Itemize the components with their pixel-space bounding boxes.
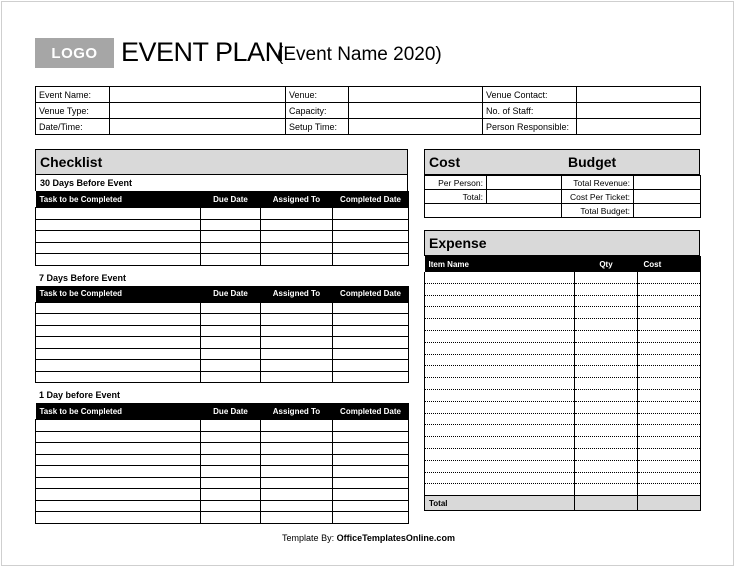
checklist-title: Checklist <box>35 149 408 175</box>
checklist-cell[interactable] <box>261 466 333 478</box>
checklist-cell[interactable] <box>261 242 333 254</box>
checklist-cell[interactable] <box>261 477 333 489</box>
checklist-row <box>36 254 409 266</box>
expense-cell[interactable] <box>425 437 575 449</box>
expense-row <box>425 425 701 437</box>
cost-value-field[interactable] <box>634 176 701 190</box>
expense-cell[interactable] <box>575 283 638 295</box>
checklist-cell[interactable] <box>201 431 261 443</box>
expense-col-qty: Qty <box>575 256 638 272</box>
checklist-cell[interactable] <box>333 219 409 231</box>
checklist-cell[interactable] <box>261 371 333 383</box>
event-name-subtitle: (Event Name 2020) <box>277 44 442 65</box>
footer-site-link[interactable]: OfficeTemplatesOnline.com <box>336 533 455 543</box>
checklist-row <box>36 314 409 326</box>
budget-title: Budget <box>568 154 617 170</box>
checklist-cell[interactable] <box>261 431 333 443</box>
checklist-cell[interactable] <box>201 348 261 360</box>
checklist-column-header: Task to be Completed <box>36 403 201 420</box>
expense-cell[interactable] <box>425 272 575 283</box>
expense-cell[interactable] <box>425 425 575 437</box>
cost-label: Cost Per Ticket: <box>562 190 634 204</box>
expense-cell[interactable] <box>425 401 575 413</box>
info-label: No. of Staff: <box>483 103 577 119</box>
checklist-cell[interactable] <box>201 443 261 455</box>
checklist-cell[interactable] <box>261 512 333 524</box>
cost-row <box>425 190 701 204</box>
checklist-row <box>36 371 409 383</box>
checklist-cell[interactable] <box>333 314 409 326</box>
expense-cell[interactable] <box>425 319 575 331</box>
expense-row <box>425 378 701 390</box>
logo-placeholder: LOGO <box>35 38 114 68</box>
checklist-cell[interactable] <box>333 371 409 383</box>
info-value-field[interactable] <box>577 103 701 119</box>
expense-cell[interactable] <box>575 413 638 425</box>
checklist-cell[interactable] <box>333 420 409 432</box>
checklist-row <box>36 477 409 489</box>
expense-panel <box>424 230 700 511</box>
expense-row <box>425 307 701 319</box>
expense-cell[interactable] <box>575 401 638 413</box>
checklist-column-header: Due Date <box>201 191 261 208</box>
checklist-row <box>36 360 409 372</box>
checklist-cell[interactable] <box>201 325 261 337</box>
checklist-column-header: Task to be Completed <box>36 286 201 303</box>
expense-row <box>425 389 701 401</box>
checklist-cell[interactable] <box>36 360 201 372</box>
checklist-cell[interactable] <box>36 371 201 383</box>
checklist-row <box>36 466 409 478</box>
expense-cell[interactable] <box>425 366 575 378</box>
checklist-cell[interactable] <box>333 348 409 360</box>
expense-row <box>425 319 701 331</box>
checklist-cell[interactable] <box>201 360 261 372</box>
checklist-cell[interactable] <box>36 489 201 501</box>
info-label: Person Responsible: <box>483 119 577 135</box>
checklist-cell[interactable] <box>36 242 201 254</box>
expense-cell[interactable] <box>638 319 701 331</box>
info-value-field[interactable] <box>349 87 483 103</box>
checklist-cell[interactable] <box>333 489 409 501</box>
cost-value-field[interactable] <box>634 190 701 204</box>
checklist-section-label: 30 Days Before Event <box>35 175 408 191</box>
info-row <box>36 103 701 119</box>
checklist-cell[interactable] <box>261 231 333 243</box>
checklist-cell[interactable] <box>261 443 333 455</box>
checklist-cell[interactable] <box>201 371 261 383</box>
checklist-column-header: Due Date <box>201 286 261 303</box>
expense-cell[interactable] <box>638 389 701 401</box>
checklist-cell[interactable] <box>201 512 261 524</box>
checklist-cell[interactable] <box>36 208 201 220</box>
checklist-table <box>35 191 409 266</box>
info-label: Date/Time: <box>36 119 110 135</box>
expense-cell[interactable] <box>575 389 638 401</box>
checklist-panel <box>35 149 408 524</box>
checklist-section-label: 1 Day before Event <box>39 390 121 400</box>
expense-cell[interactable] <box>575 484 638 496</box>
checklist-cell[interactable] <box>201 489 261 501</box>
checklist-column-header: Completed Date <box>333 286 409 303</box>
checklist-cell[interactable] <box>261 302 333 314</box>
checklist-cell[interactable] <box>36 231 201 243</box>
checklist-cell[interactable] <box>201 454 261 466</box>
expense-table <box>424 256 701 511</box>
expense-row <box>425 401 701 413</box>
checklist-cell[interactable] <box>261 219 333 231</box>
checklist-cell[interactable] <box>333 466 409 478</box>
expense-cell[interactable] <box>638 295 701 307</box>
expense-row <box>425 354 701 366</box>
cost-value-field[interactable] <box>634 204 701 218</box>
info-label: Capacity: <box>286 103 349 119</box>
info-value-field[interactable] <box>110 103 286 119</box>
checklist-cell[interactable] <box>333 512 409 524</box>
expense-cell[interactable] <box>575 460 638 472</box>
checklist-cell[interactable] <box>36 477 201 489</box>
expense-row <box>425 342 701 354</box>
checklist-cell[interactable] <box>261 420 333 432</box>
expense-row <box>425 283 701 295</box>
checklist-cell[interactable] <box>333 325 409 337</box>
expense-cell[interactable] <box>575 378 638 390</box>
expense-row <box>425 437 701 449</box>
checklist-row <box>36 443 409 455</box>
cost-label <box>425 204 562 218</box>
checklist-column-header: Assigned To <box>261 191 333 208</box>
cost-value-field[interactable] <box>487 190 562 204</box>
checklist-cell[interactable] <box>261 489 333 501</box>
checklist-row <box>36 208 409 220</box>
checklist-table <box>35 286 409 384</box>
expense-col-cost: Cost <box>638 256 701 272</box>
checklist-cell[interactable] <box>261 254 333 266</box>
expense-cell[interactable] <box>425 460 575 472</box>
checklist-cell[interactable] <box>36 500 201 512</box>
expense-cell[interactable] <box>638 283 701 295</box>
expense-cell[interactable] <box>575 448 638 460</box>
expense-total-cell[interactable] <box>638 496 701 511</box>
checklist-row <box>36 219 409 231</box>
info-label: Venue Type: <box>36 103 110 119</box>
checklist-cell[interactable] <box>201 477 261 489</box>
expense-cell[interactable] <box>425 330 575 342</box>
expense-cell[interactable] <box>638 448 701 460</box>
expense-cell[interactable] <box>425 378 575 390</box>
checklist-row <box>36 431 409 443</box>
expense-cell[interactable] <box>638 272 701 283</box>
footer-prefix: Template By: <box>282 533 337 543</box>
info-label: Event Name: <box>36 87 110 103</box>
expense-cell[interactable] <box>638 354 701 366</box>
expense-cell[interactable] <box>575 425 638 437</box>
checklist-column-header: Assigned To <box>261 286 333 303</box>
checklist-column-header: Assigned To <box>261 403 333 420</box>
checklist-cell[interactable] <box>201 254 261 266</box>
footer-credit <box>0 533 737 543</box>
checklist-cell[interactable] <box>333 208 409 220</box>
cost-panel <box>424 149 700 218</box>
checklist-cell[interactable] <box>36 466 201 478</box>
expense-cell[interactable] <box>638 472 701 484</box>
checklist-cell[interactable] <box>261 337 333 349</box>
checklist-cell[interactable] <box>333 337 409 349</box>
expense-total-label: Total <box>425 496 575 511</box>
checklist-column-header: Completed Date <box>333 403 409 420</box>
expense-cell[interactable] <box>425 307 575 319</box>
checklist-cell[interactable] <box>201 302 261 314</box>
info-row <box>36 87 701 103</box>
checklist-cell[interactable] <box>201 314 261 326</box>
expense-row <box>425 472 701 484</box>
expense-cell[interactable] <box>425 283 575 295</box>
expense-cell[interactable] <box>638 437 701 449</box>
cost-label: Total Revenue: <box>562 176 634 190</box>
checklist-cell[interactable] <box>201 231 261 243</box>
checklist-cell[interactable] <box>333 360 409 372</box>
page-title: EVENT PLAN <box>121 37 284 67</box>
checklist-section-label: 7 Days Before Event <box>39 272 127 283</box>
checklist-cell[interactable] <box>201 466 261 478</box>
checklist-cell[interactable] <box>36 325 201 337</box>
checklist-column-header: Completed Date <box>333 191 409 208</box>
checklist-cell[interactable] <box>333 500 409 512</box>
expense-cell[interactable] <box>575 437 638 449</box>
expense-cell[interactable] <box>575 342 638 354</box>
expense-cell[interactable] <box>638 425 701 437</box>
checklist-row <box>36 242 409 254</box>
expense-cell[interactable] <box>425 354 575 366</box>
expense-col-item: Item Name <box>425 256 575 272</box>
expense-row <box>425 484 701 496</box>
expense-row <box>425 330 701 342</box>
expense-cell[interactable] <box>425 472 575 484</box>
expense-row <box>425 366 701 378</box>
checklist-cell[interactable] <box>36 420 201 432</box>
expense-cell[interactable] <box>425 295 575 307</box>
expense-cell[interactable] <box>425 484 575 496</box>
expense-row <box>425 460 701 472</box>
checklist-cell[interactable] <box>36 302 201 314</box>
info-value-field[interactable] <box>110 87 286 103</box>
checklist-row <box>36 302 409 314</box>
info-value-field[interactable] <box>577 119 701 135</box>
expense-cell[interactable] <box>425 448 575 460</box>
expense-cell[interactable] <box>425 342 575 354</box>
checklist-cell[interactable] <box>261 348 333 360</box>
checklist-cell[interactable] <box>333 231 409 243</box>
expense-cell[interactable] <box>638 330 701 342</box>
checklist-cell[interactable] <box>333 431 409 443</box>
checklist-cell[interactable] <box>36 314 201 326</box>
checklist-cell[interactable] <box>201 208 261 220</box>
expense-cell[interactable] <box>575 295 638 307</box>
expense-cell[interactable] <box>638 342 701 354</box>
checklist-cell[interactable] <box>201 242 261 254</box>
checklist-cell[interactable] <box>36 512 201 524</box>
cost-budget-table <box>424 175 701 218</box>
checklist-row <box>36 420 409 432</box>
info-value-field[interactable] <box>110 119 286 135</box>
checklist-column-header: Due Date <box>201 403 261 420</box>
checklist-cell[interactable] <box>36 454 201 466</box>
checklist-cell[interactable] <box>36 337 201 349</box>
checklist-cell[interactable] <box>261 360 333 372</box>
expense-cell[interactable] <box>638 401 701 413</box>
cost-header <box>424 149 700 175</box>
expense-row <box>425 448 701 460</box>
checklist-row <box>36 454 409 466</box>
expense-cell[interactable] <box>575 366 638 378</box>
checklist-cell[interactable] <box>333 477 409 489</box>
cost-value-field[interactable] <box>487 176 562 190</box>
checklist-cell[interactable] <box>201 337 261 349</box>
checklist-cell[interactable] <box>261 500 333 512</box>
expense-row <box>425 295 701 307</box>
info-value-field[interactable] <box>577 87 701 103</box>
expense-cell[interactable] <box>575 319 638 331</box>
checklist-cell[interactable] <box>261 314 333 326</box>
expense-total-row <box>425 496 701 511</box>
checklist-row <box>36 489 409 501</box>
expense-cell[interactable] <box>638 460 701 472</box>
expense-cell[interactable] <box>638 366 701 378</box>
checklist-cell[interactable] <box>333 302 409 314</box>
checklist-cell[interactable] <box>36 254 201 266</box>
info-label: Setup Time: <box>286 119 349 135</box>
expense-cell[interactable] <box>425 413 575 425</box>
checklist-cell[interactable] <box>261 208 333 220</box>
expense-row <box>425 272 701 283</box>
checklist-cell[interactable] <box>261 454 333 466</box>
expense-row <box>425 413 701 425</box>
checklist-cell[interactable] <box>201 219 261 231</box>
expense-cell[interactable] <box>425 389 575 401</box>
info-label: Venue Contact: <box>483 87 577 103</box>
expense-title: Expense <box>424 230 700 256</box>
checklist-cell[interactable] <box>201 420 261 432</box>
expense-cell[interactable] <box>638 413 701 425</box>
info-value-field[interactable] <box>349 119 483 135</box>
expense-cell[interactable] <box>638 307 701 319</box>
checklist-row <box>36 337 409 349</box>
checklist-row <box>36 500 409 512</box>
cost-label: Per Person: <box>425 176 487 190</box>
expense-cell[interactable] <box>575 307 638 319</box>
checklist-cell[interactable] <box>201 500 261 512</box>
cost-row <box>425 176 701 190</box>
info-label: Venue: <box>286 87 349 103</box>
checklist-cell[interactable] <box>36 348 201 360</box>
expense-cell[interactable] <box>575 354 638 366</box>
cost-title: Cost <box>429 154 461 170</box>
checklist-cell[interactable] <box>333 443 409 455</box>
cost-row <box>425 204 701 218</box>
info-row <box>36 119 701 135</box>
expense-cell[interactable] <box>575 272 638 283</box>
expense-cell[interactable] <box>575 330 638 342</box>
checklist-row <box>36 231 409 243</box>
checklist-row <box>36 325 409 337</box>
checklist-column-header: Task to be Completed <box>36 191 201 208</box>
cost-label: Total: <box>425 190 487 204</box>
expense-cell[interactable] <box>575 472 638 484</box>
expense-cell[interactable] <box>638 484 701 496</box>
checklist-cell[interactable] <box>36 219 201 231</box>
checklist-cell[interactable] <box>261 325 333 337</box>
expense-total-cell[interactable] <box>575 496 638 511</box>
checklist-cell[interactable] <box>36 431 201 443</box>
info-value-field[interactable] <box>349 103 483 119</box>
checklist-row <box>36 512 409 524</box>
checklist-cell[interactable] <box>36 443 201 455</box>
checklist-cell[interactable] <box>333 454 409 466</box>
checklist-cell[interactable] <box>333 242 409 254</box>
checklist-row <box>36 348 409 360</box>
cost-label: Total Budget: <box>562 204 634 218</box>
event-info-table <box>35 86 701 135</box>
expense-cell[interactable] <box>638 378 701 390</box>
checklist-cell[interactable] <box>333 254 409 266</box>
checklist-table <box>35 403 409 524</box>
